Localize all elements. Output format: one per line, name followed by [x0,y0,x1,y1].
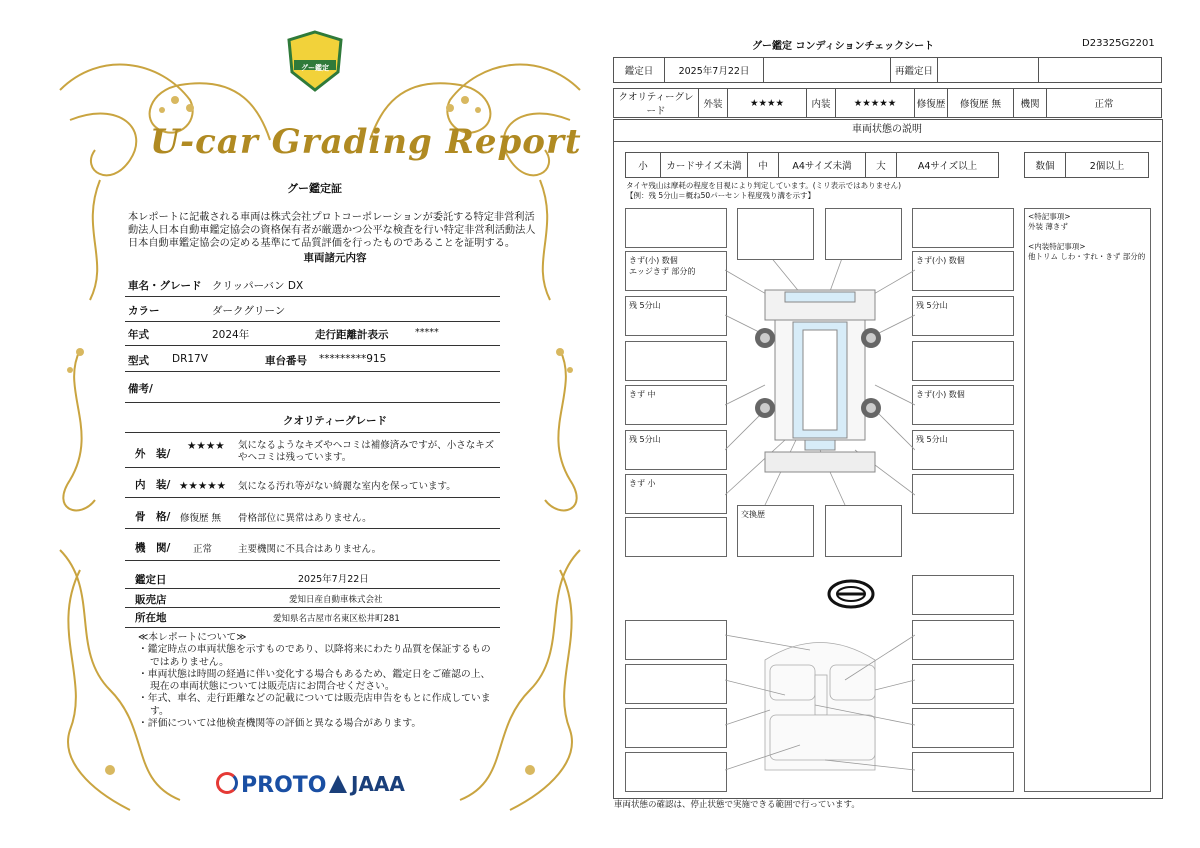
mileage-value: ***** [415,327,439,338]
note-item: ・鑑定時点の車両状態を示すものであり、以降将来にわたり品質を保証するものではありません。 [138,644,491,668]
damage-box [912,474,1014,514]
exterior-label: 外装 [699,89,728,118]
tire-note-value: 残 5分山 [916,301,948,310]
name-value: クリッパーバン DX [212,280,304,292]
engine-text: 主要機関に不具合はありません。 [238,544,382,555]
spec-heading: 車両諸元内容 [303,252,367,264]
tire-box [912,296,1014,336]
damage-box [825,505,902,557]
frame-label: 骨 格/ [135,511,171,523]
model-value: DR17V [172,353,208,365]
empty-cell [764,58,891,83]
steering-wheel-icon [826,578,876,610]
note-item: ・車両状態は時間の経過に伴い変化する場合もあるため、鑑定日をご確認の上、現在の車両状態については販売店にお問合せください。 [138,668,491,693]
date-table [613,57,1162,83]
report-notes [138,632,498,730]
jaaa-logo [329,772,405,796]
damage-box [912,251,1014,291]
divider [125,560,500,561]
color-label: カラー [128,305,160,317]
quality-grade-label: クオリティーグレード [614,89,699,118]
tire-example: 【例：残 5分山＝概ね50パーセント程度残り溝を示す】 [626,191,816,200]
redate-label: 再鑑定日 [891,58,938,83]
address-label: 所在地 [135,612,167,624]
empty-cell [1039,58,1162,83]
date-value: 2025年7月22日 [665,58,764,83]
grade-table [613,88,1162,118]
divider [125,321,500,322]
engine-value: 正常 [1047,89,1162,118]
note-item: ・評価については他検査機関等の評価と異なる場合があります。 [138,718,422,730]
proto-mark-icon [216,772,238,794]
badge-label: グー鑑定 [301,64,329,72]
damage-note: きず(小) 数個 エッジきず 部分的 [629,256,696,276]
exterior-stars: ★★★★ [728,89,807,118]
jaaa-mark-icon [329,775,347,793]
divider [125,432,500,433]
divider [125,371,500,372]
damage-box [625,251,727,291]
legend-medium: 中 [748,153,779,178]
damage-box [737,208,814,260]
divider [125,528,500,529]
shield-icon [286,30,344,92]
divider [125,497,500,498]
count-legend [1024,152,1149,178]
damage-box [912,341,1014,381]
tire-note-value: 残 5分山 [629,301,661,310]
color-value: ダークグリーン [212,305,286,317]
count-label: 数個 [1025,153,1066,178]
damage-note: きず 小 [629,479,656,488]
tire-note: タイヤ残山は摩耗の程度を目視により判定しています。(ミリ表示ではありません) [626,181,902,190]
chassis-value: *********915 [319,353,387,365]
exterior-text: 気になるようなキズやヘコミは補修済みですが、小さなキズやヘコミは残っています。 [238,440,495,463]
exterior-label: 外 装/ [135,448,171,460]
interior-label: 内装 [807,89,836,118]
steering-box [912,575,1014,615]
remarks-label: 備考/ [128,383,153,395]
size-legend [625,152,999,178]
engine-label: 機関 [1014,89,1047,118]
divider [125,588,500,589]
model-label: 型式 [128,355,149,367]
legend-large: 大 [866,153,897,178]
vehicle-interior-diagram [725,620,915,795]
address-value: 愛知県名古屋市名東区松井町281 [273,614,400,624]
damage-box [625,341,727,381]
interior-box [625,708,727,748]
divider [125,627,500,628]
frame-text: 骨格部位に異常はありません。 [238,513,372,524]
year-label: 年式 [128,329,149,341]
interior-box [912,620,1014,660]
damage-box [912,208,1014,248]
notes-title: ≪本レポートについて≫ [138,632,247,643]
damage-note: きず(小) 数個 [916,390,965,399]
interior-stars: ★★★★★ [836,89,915,118]
damage-box [737,505,814,557]
document-id: D23325G2201 [1082,38,1155,49]
date-value: 2025年7月22日 [298,574,369,585]
name-label: 車名・グレード [128,280,202,292]
tire-note-value: 残 5分山 [629,435,661,444]
damage-box [625,517,727,557]
divider [125,345,500,346]
interior-stars: ★★★★★ [179,480,227,492]
interior-text: 気になる汚れ等がない綺麗な室内を保っています。 [238,481,456,492]
count-value: 2個以上 [1066,153,1149,178]
damage-box [825,208,902,260]
jaaa-logo-text: JAAA [351,772,405,796]
damage-box [625,385,727,425]
chassis-label: 車台番号 [265,355,307,367]
report-title: U-car Grading Report [150,122,582,162]
legend-large-desc: A4サイズ以上 [897,153,999,178]
interior-box [912,708,1014,748]
special-notes-text: <特記事項> 外装 薄きず <内装特記事項> 他トリム しわ・すれ・きず 部分的 [1028,212,1146,261]
interior-box [625,664,727,704]
tire-note-value: 残 5分山 [916,435,948,444]
damage-note: 交換歴 [741,510,765,519]
date-label: 鑑定日 [614,58,665,83]
frame-value: 修復歴 無 [180,513,222,524]
proto-logo-text: PROTO [241,773,327,798]
vehicle-exterior-diagram [725,260,915,510]
damage-note: きず 中 [629,390,656,399]
legend-medium-desc: A4サイズ未満 [779,153,866,178]
divider [125,296,500,297]
damage-box [625,208,727,248]
interior-box [625,620,727,660]
damage-note: きず(小) 数個 [916,256,965,265]
interior-box [912,664,1014,704]
state-heading: 車両状態の説明 [613,119,1161,142]
note-item: ・年式、車名、走行距離などの記載については販売店申告をもとに作成しています。 [138,693,491,717]
divider [125,607,500,608]
exterior-stars: ★★★★ [187,440,225,452]
engine-value: 正常 [193,544,213,555]
tire-box [912,430,1014,470]
interior-box [625,752,727,792]
damage-box [912,385,1014,425]
mileage-label: 走行距離計表示 [315,329,389,341]
legend-small-desc: カードサイズ未満 [661,153,748,178]
proto-logo [216,772,326,798]
goo-appraisal-badge [286,30,344,92]
repair-value: 修復歴 無 [948,89,1014,118]
certificate-intro: 本レポートに記載される車両は株式会社プロトコーポレーションが委託する特定非営利活動法人日本自動車鑑定協会の資格保有者が厳選かつ公平な検査を行い特定非営利活動法人日本自動車鑑定協会の定める基準にて品質評価を行ったものであることを証明する。 [128,212,536,249]
divider [125,467,500,468]
legend-small: 小 [626,153,661,178]
year-value: 2024年 [212,329,250,341]
redate-value [938,58,1039,83]
date-label: 鑑定日 [135,574,167,586]
sheet-footer: 車両状態の確認は、停止状態で実施できる範囲で行っています。 [614,800,860,810]
repair-label: 修復歴 [915,89,948,118]
damage-box [625,474,727,514]
sheet-title: グー鑑定 コンディションチェックシート [752,41,935,52]
engine-label: 機 関/ [135,542,171,554]
certificate [40,30,600,830]
shop-label: 販売店 [135,594,167,606]
certificate-subtitle: グー鑑定証 [287,182,342,195]
special-notes-panel [1024,208,1151,792]
grade-heading: クオリティーグレード [283,415,387,427]
tire-box [625,430,727,470]
interior-box [912,752,1014,792]
interior-label: 内 装/ [135,479,171,491]
tire-box [625,296,727,336]
divider [125,402,500,403]
shop-value: 愛知日産自動車株式会社 [289,595,383,605]
